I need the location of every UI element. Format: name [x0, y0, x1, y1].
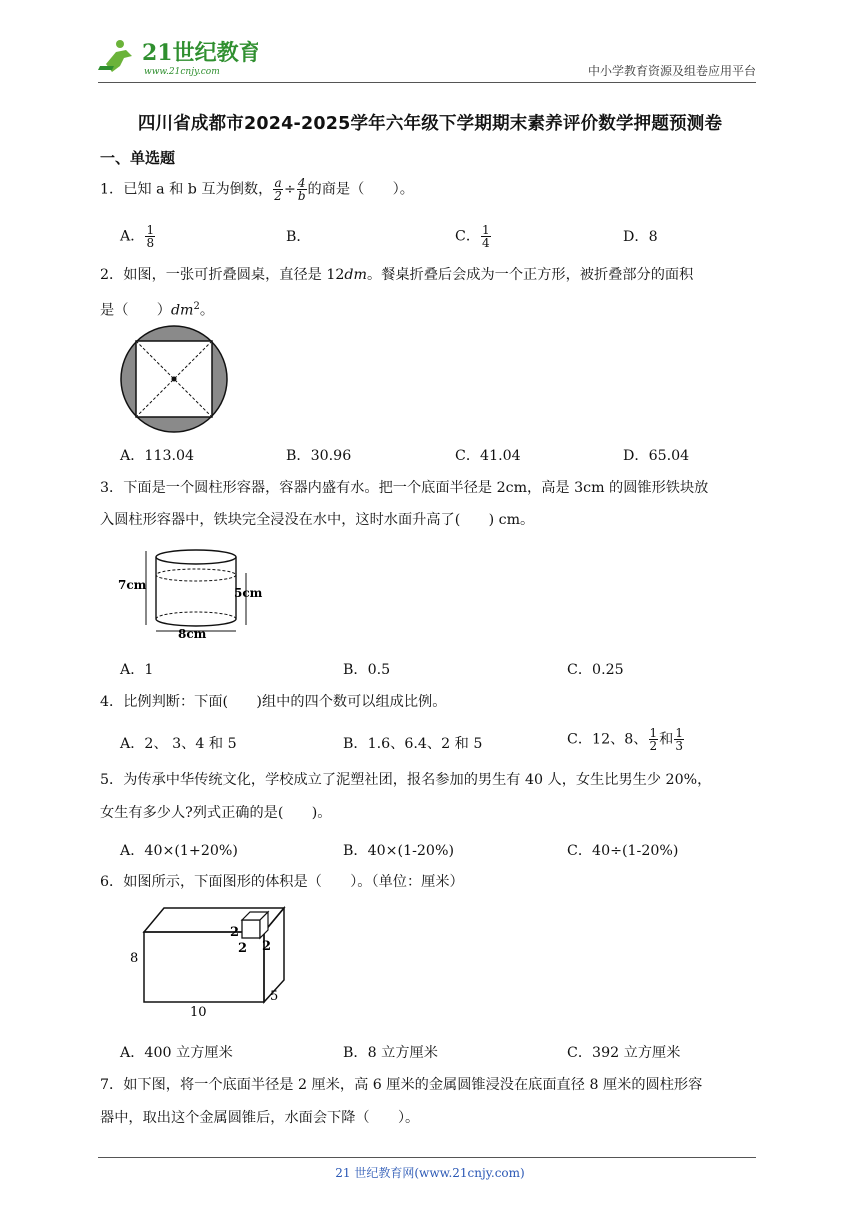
- folding-table-figure: [118, 325, 234, 439]
- header-platform-text: 中小学教育资源及组卷应用平台: [587, 64, 756, 78]
- question-5-line-1: 5．为传承中华传统文化，学校成立了泥塑社团，报名参加的男生有 40 人，女生比男生少 20%，: [100, 772, 712, 788]
- q4-option-c[interactable]: C．12、8、 $\frac{1}{2}$ 和 $\frac{1}{3}$: [567, 726, 683, 753]
- svg-text:10: 10: [190, 1005, 207, 1020]
- header-divider: [98, 82, 756, 83]
- question-3-line-2: 入圆柱形容器中，铁块完全浸没在水中，这时水面升高了( ) cm。: [100, 512, 535, 528]
- question-2-line-1: 2．如图，一张可折叠圆桌，直径是 12dm。餐桌折叠后会成为一个正方形，被折叠部分的面积: [100, 267, 694, 283]
- svg-text:2: 2: [262, 939, 272, 954]
- runner-logo-icon: [98, 40, 132, 72]
- svg-text:5: 5: [270, 989, 279, 1004]
- q1-option-c[interactable]: C． $\frac{1}{4}$: [455, 223, 490, 250]
- q2-option-d[interactable]: D．65.04: [623, 448, 690, 464]
- q2-option-b[interactable]: B．30.96: [286, 448, 352, 464]
- q3-option-b[interactable]: B．0.5: [343, 662, 391, 678]
- cuboid-figure: [124, 902, 294, 1026]
- q6-option-c[interactable]: C．392 立方厘米: [567, 1045, 681, 1061]
- cylinder-container-figure: [116, 545, 276, 644]
- q1-option-a[interactable]: A． $\frac{1}{8}$: [120, 223, 155, 250]
- q4-option-b[interactable]: B．1.6、6.4、2 和 5: [343, 736, 483, 752]
- site-logo: [98, 36, 258, 80]
- q5-option-c[interactable]: C．40÷(1-20%): [567, 843, 679, 859]
- q4-option-a[interactable]: A．2、 3、4 和 5: [120, 736, 237, 752]
- section-heading: 一、单选题: [100, 149, 176, 167]
- question-3-line-1: 3．下面是一个圆柱形容器，容器内盛有水。把一个底面半径是 2cm，高是 3cm 的圆锥形铁块放: [100, 480, 709, 496]
- footer-link[interactable]: 21 世纪教育网(www.21cnjy.com): [335, 1166, 525, 1180]
- q5-option-b[interactable]: B．40×(1-20%): [343, 843, 454, 859]
- question-2-line-2: 是（ ）$dm^2$。: [100, 301, 215, 319]
- page-title: 四川省成都市2024-2025学年六年级下学期期末素养评价数学押题预测卷: [137, 114, 723, 134]
- q1-option-b[interactable]: B．: [286, 229, 311, 245]
- question-7-line-2: 器中，取出这个金属圆锥后，水面会下降（ ）。: [100, 1110, 420, 1126]
- svg-text:www.21cnjy.com: www.21cnjy.com: [144, 67, 220, 77]
- svg-text:7cm: 7cm: [118, 578, 147, 592]
- q2-option-a[interactable]: A．113.04: [120, 448, 195, 464]
- question-1: 1．已知 a 和 b 互为倒数， $\frac{a}{2}$ ÷ $\frac{4}{b}$ 的商是（ ）。: [100, 176, 414, 203]
- question-6: 6．如图所示，下面图形的体积是（ ）。（单位：厘米）: [100, 874, 464, 890]
- question-5-line-2: 女生有多少人?列式正确的是( )。: [100, 805, 332, 821]
- svg-text:5cm: 5cm: [234, 586, 263, 600]
- svg-text:2: 2: [230, 925, 240, 940]
- question-7-line-1: 7．如下图，将一个底面半径是 2 厘米，高 6 厘米的金属圆锥浸没在底面直径 8 厘米的圆柱形容: [100, 1077, 703, 1093]
- q6-option-a[interactable]: A．400 立方厘米: [120, 1045, 233, 1061]
- svg-text:2: 2: [238, 941, 248, 956]
- question-4: 4．比例判断：下面( )组中的四个数可以组成比例。: [100, 694, 447, 710]
- q1-option-d[interactable]: D．8: [623, 229, 658, 245]
- q3-option-c[interactable]: C．0.25: [567, 662, 624, 678]
- q5-option-a[interactable]: A．40×(1+20%): [120, 843, 238, 859]
- svg-text:21世纪教育: 21世纪教育: [142, 40, 258, 66]
- svg-text:8cm: 8cm: [178, 627, 207, 640]
- q3-option-a[interactable]: A．1: [120, 662, 154, 678]
- footer-divider: [98, 1157, 756, 1158]
- q6-option-b[interactable]: B．8 立方厘米: [343, 1045, 438, 1061]
- q2-option-c[interactable]: C．41.04: [455, 448, 521, 464]
- svg-text:8: 8: [130, 951, 139, 966]
